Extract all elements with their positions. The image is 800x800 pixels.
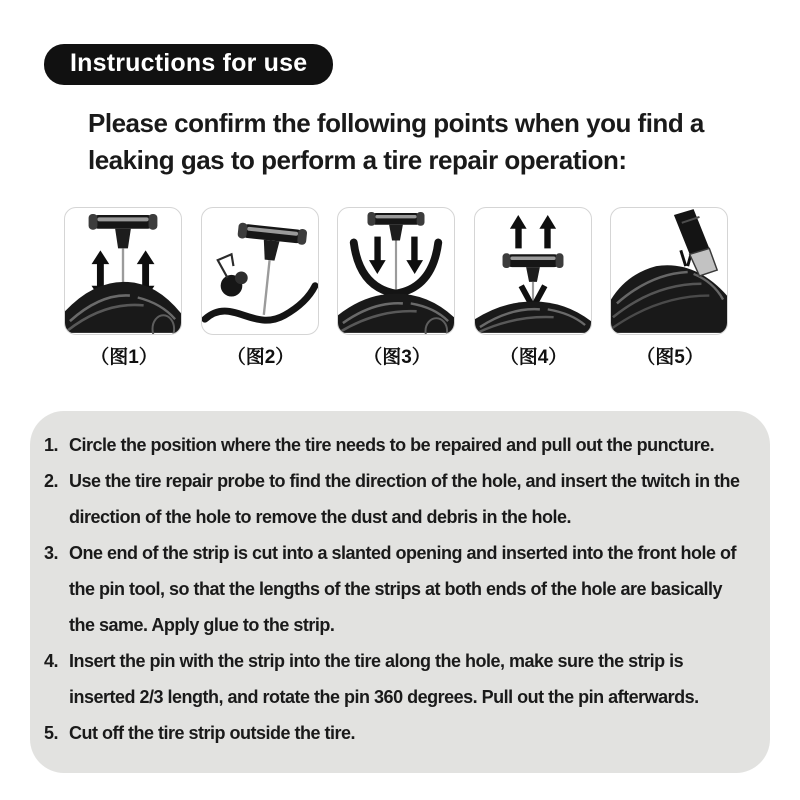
t-handle-tool-icon [502,253,563,303]
figure-2-caption: （图2） [226,347,295,368]
step-text: Circle the position where the tire needs to be repaired and pull out the puncture. [69,435,715,455]
figure-5-illustration [610,207,728,335]
repair-strip-icon [204,286,314,320]
step-number: 2. [44,471,59,491]
step-number: 1. [44,435,59,455]
figure-1 [64,207,184,369]
instruction-step-5 [44,715,752,751]
step-number: 4. [44,651,59,671]
down-arrow-icon [369,237,386,274]
figure-2 [201,207,321,369]
up-arrow-icon [509,215,526,248]
cutter-knife-icon [674,209,717,276]
figure-3 [337,207,457,369]
step-text: Insert the pin with the strip into the tire along the hole, make sure the strip is inserted 2/3 length, and rotate the pin 360 degrees. Pull out the pin afterwards. [69,651,699,707]
instruction-step-1 [44,427,752,463]
figure-2-image [202,208,318,334]
figure-4-image [475,208,591,334]
tire-icon [611,265,727,333]
figure-row [64,207,730,369]
figure-2-illustration [201,207,319,335]
title-badge-label: Instructions for use [70,49,308,77]
title-badge [44,44,333,85]
intro-heading-line1: Please confirm the following points when you find a [88,108,704,138]
instructions-list [44,427,752,751]
figure-1-illustration [64,207,182,335]
figure-4-illustration [474,207,592,335]
figure-3-caption: （图3） [363,347,431,368]
figure-4-caption: （图4） [499,347,568,368]
up-arrow-icon [539,215,556,248]
step-text: Cut off the tire strip outside the tire. [69,723,356,743]
tire-icon [475,301,591,332]
instruction-step-4 [44,643,752,715]
step-text: Use the tire repair probe to find the direction of the hole, and insert the twitch in the direction of the hole to remove the dust and debris in the hole. [69,471,740,527]
instruction-step-3 [44,535,752,643]
step-number: 3. [44,543,59,563]
figure-3-illustration [337,207,455,335]
instruction-step-2 [44,463,752,535]
spool-icon [217,254,247,296]
figure-4 [474,207,594,369]
figure-5-image [611,208,727,334]
down-arrow-icon [406,237,423,274]
intro-heading-line2: leaking gas to perform a tire repair operation: [88,145,627,175]
step-number: 5. [44,723,59,743]
figure-1-caption: （图1） [90,347,158,368]
figure-5 [610,207,730,369]
tire-icon [65,282,181,334]
intro-heading [88,105,800,179]
figure-3-image [338,208,454,334]
figure-5-caption: （图5） [636,347,704,368]
step-text: One end of the strip is cut into a slanted opening and inserted into the front hole of the pin tool, so that the lengths of the strips at both ends of the hole are basically the same. Apply glue to the strip. [69,543,737,635]
tire-icon [338,294,454,334]
instructions-box [30,411,770,773]
figure-1-image [65,208,181,334]
